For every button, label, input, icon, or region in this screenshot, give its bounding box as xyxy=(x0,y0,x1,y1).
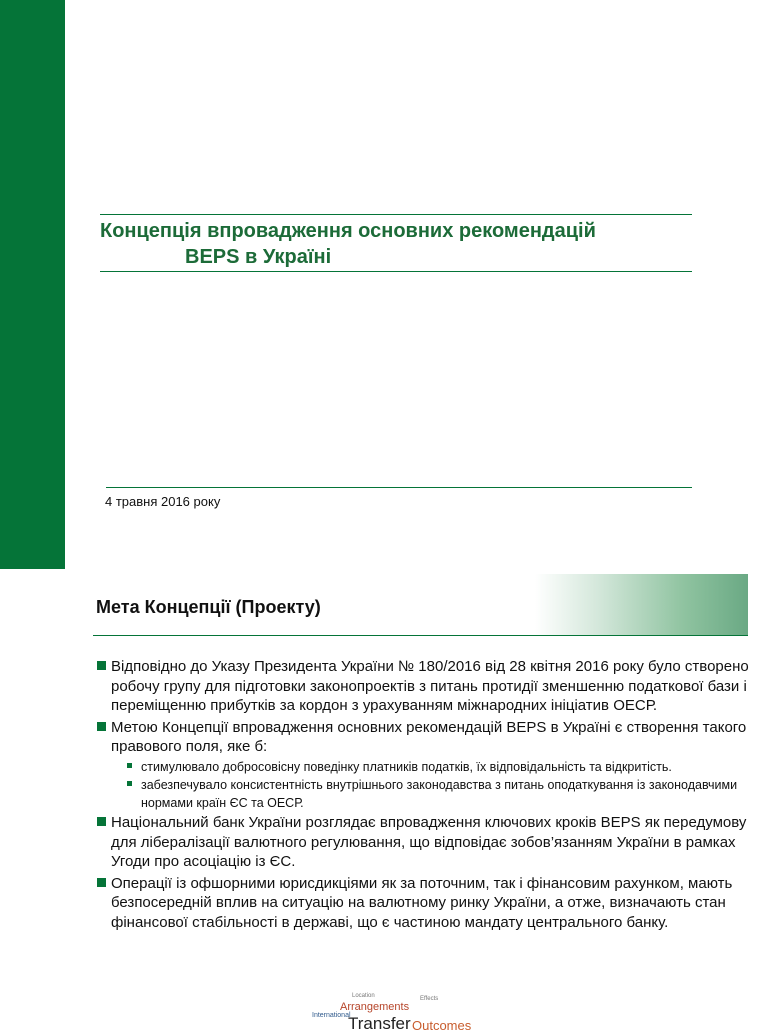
sub-list-item-text: забезпечувало консистентність внутрішнього законодавства з питань оподаткування із законодавчими нормами країн ЄС та ОЕСР. xyxy=(141,778,738,810)
word-cloud-word: International xyxy=(312,1012,351,1019)
list-item xyxy=(96,657,756,716)
sub-list-item xyxy=(96,759,756,777)
list-item-text: Метою Концепції впровадження основних рекомендацій BEPS в Україні є створення такого правового поля, яке б: xyxy=(111,718,747,755)
presentation-date: 4 травня 2016 року xyxy=(105,494,221,509)
list-item-text: Національний банк України розглядає впровадження ключових кроків BEPS як передумову для лібералізації валютного регулювання, що відповідає зобов’язанням України в рамках Угоди про асоціацію із ЄС. xyxy=(111,814,747,870)
word-cloud-word: Effects xyxy=(420,996,439,1002)
word-cloud-word: Transfer xyxy=(348,1014,411,1033)
slide-title-line1: Концепція впровадження основних рекомендацій xyxy=(100,220,596,242)
square-bullet-icon xyxy=(97,661,106,670)
list-item-text: Відповідно до Указу Президента України № 180/2016 від 28 квітня 2016 року було створено робочу групу для підготовки законопроектів з питань протидії зменшенню податкової бази і переміщенню прибутків за кордон з урахуванням міжнародних ініціатив ОЕСР. xyxy=(111,658,749,714)
date-rule xyxy=(106,487,692,488)
slide-title-line2: BEPS в Україні xyxy=(185,246,332,268)
goal-slide xyxy=(0,571,768,1033)
list-item xyxy=(96,874,756,933)
goal-title-rule xyxy=(93,635,748,636)
slide-title xyxy=(100,218,690,270)
word-cloud-word: Arrangements xyxy=(340,1001,410,1013)
accent-sidebar xyxy=(0,0,65,569)
square-bullet-icon xyxy=(97,722,106,731)
word-cloud-word: Outcomes xyxy=(412,1018,472,1033)
list-item xyxy=(96,813,756,872)
sub-list-item xyxy=(96,777,756,812)
square-bullet-icon xyxy=(97,817,106,826)
sub-list-item-text: стимулювало добросовісну поведінку платників податків, їх відповідальність та відкритість. xyxy=(141,759,672,774)
word-cloud-word: Location xyxy=(352,993,375,999)
title-top-rule xyxy=(100,214,692,215)
bullet-list xyxy=(96,657,756,934)
small-square-bullet-icon xyxy=(127,781,132,786)
header-gradient-band xyxy=(535,574,748,636)
word-cloud-image xyxy=(300,981,525,1033)
goal-slide-title: Мета Концепції (Проекту) xyxy=(96,597,321,617)
small-square-bullet-icon xyxy=(127,763,132,768)
list-item-text: Операції із офшорними юрисдикціями як за поточним, так і фінансовим рахунком, мають безпосередній вплив на ситуацію на валютному ринку України, а отже, визначають стан фінансової стабільності в державі, що є частиною мандату центрального банку. xyxy=(111,874,733,931)
title-bottom-rule xyxy=(100,271,692,272)
square-bullet-icon xyxy=(97,878,106,887)
list-item xyxy=(96,718,756,757)
